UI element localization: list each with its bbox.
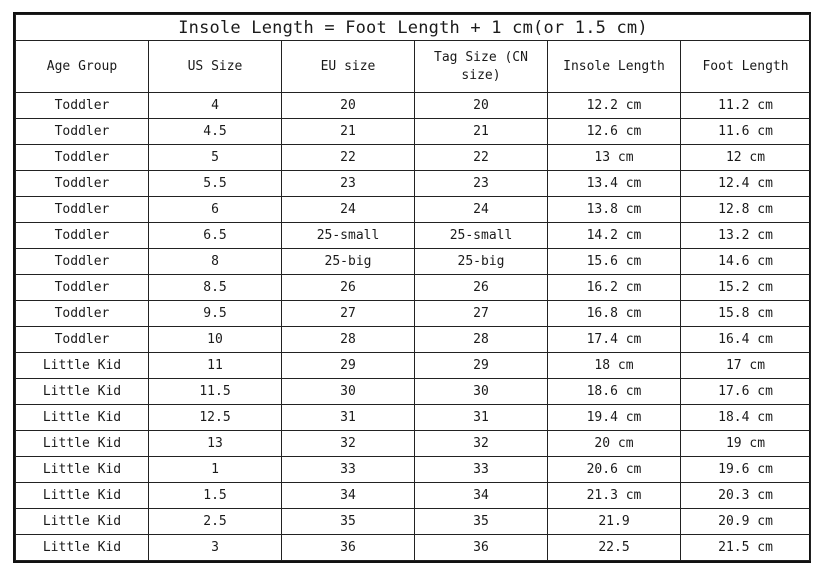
- foot-length-cell: 15.8 cm: [681, 301, 811, 327]
- eu-size-cell: 23: [282, 171, 415, 197]
- eu-size-cell: 32: [282, 431, 415, 457]
- tag-size-cell: 30: [415, 379, 548, 405]
- insole-length-cell: 16.8 cm: [548, 301, 681, 327]
- tag-size-cell: 31: [415, 405, 548, 431]
- header-tag-size: Tag Size (CN size): [415, 41, 548, 93]
- tag-size-cell: 24: [415, 197, 548, 223]
- insole-length-cell: 18.6 cm: [548, 379, 681, 405]
- age-group-cell: Toddler: [16, 327, 149, 353]
- foot-length-cell: 15.2 cm: [681, 275, 811, 301]
- foot-length-cell: 14.6 cm: [681, 249, 811, 275]
- foot-length-cell: 20.9 cm: [681, 509, 811, 535]
- eu-size-cell: 27: [282, 301, 415, 327]
- insole-length-cell: 13 cm: [548, 145, 681, 171]
- eu-size-cell: 29: [282, 353, 415, 379]
- us-size-cell: 10: [149, 327, 282, 353]
- age-group-cell: Little Kid: [16, 509, 149, 535]
- table-row: [16, 327, 811, 353]
- insole-length-cell: 13.8 cm: [548, 197, 681, 223]
- table-row: [16, 249, 811, 275]
- age-group-cell: Little Kid: [16, 379, 149, 405]
- insole-length-cell: 19.4 cm: [548, 405, 681, 431]
- table-row: [16, 197, 811, 223]
- age-group-cell: Toddler: [16, 93, 149, 119]
- us-size-cell: 6: [149, 197, 282, 223]
- age-group-cell: Toddler: [16, 223, 149, 249]
- table-row: [16, 353, 811, 379]
- us-size-cell: 9.5: [149, 301, 282, 327]
- foot-length-cell: 20.3 cm: [681, 483, 811, 509]
- insole-length-cell: 20 cm: [548, 431, 681, 457]
- age-group-cell: Little Kid: [16, 431, 149, 457]
- us-size-cell: 8.5: [149, 275, 282, 301]
- insole-length-cell: 17.4 cm: [548, 327, 681, 353]
- us-size-cell: 1: [149, 457, 282, 483]
- table-row: [16, 483, 811, 509]
- eu-size-cell: 25-small: [282, 223, 415, 249]
- us-size-cell: 11.5: [149, 379, 282, 405]
- tag-size-cell: 29: [415, 353, 548, 379]
- foot-length-cell: 19.6 cm: [681, 457, 811, 483]
- age-group-cell: Toddler: [16, 119, 149, 145]
- eu-size-cell: 26: [282, 275, 415, 301]
- eu-size-cell: 20: [282, 93, 415, 119]
- us-size-cell: 3: [149, 535, 282, 561]
- header-insole-length: Insole Length: [548, 41, 681, 93]
- us-size-cell: 5: [149, 145, 282, 171]
- table-row: [16, 145, 811, 171]
- age-group-cell: Toddler: [16, 275, 149, 301]
- insole-length-cell: 20.6 cm: [548, 457, 681, 483]
- insole-length-cell: 15.6 cm: [548, 249, 681, 275]
- table-row: [16, 431, 811, 457]
- eu-size-cell: 22: [282, 145, 415, 171]
- us-size-cell: 1.5: [149, 483, 282, 509]
- age-group-cell: Toddler: [16, 249, 149, 275]
- foot-length-cell: 13.2 cm: [681, 223, 811, 249]
- insole-length-cell: 18 cm: [548, 353, 681, 379]
- insole-length-cell: 13.4 cm: [548, 171, 681, 197]
- us-size-cell: 8: [149, 249, 282, 275]
- insole-length-cell: 16.2 cm: [548, 275, 681, 301]
- insole-length-cell: 12.6 cm: [548, 119, 681, 145]
- foot-length-cell: 17 cm: [681, 353, 811, 379]
- age-group-cell: Little Kid: [16, 353, 149, 379]
- foot-length-cell: 12 cm: [681, 145, 811, 171]
- age-group-cell: Little Kid: [16, 405, 149, 431]
- header-eu-size: EU size: [282, 41, 415, 93]
- eu-size-cell: 36: [282, 535, 415, 561]
- foot-length-cell: 18.4 cm: [681, 405, 811, 431]
- insole-length-cell: 12.2 cm: [548, 93, 681, 119]
- tag-size-cell: 25-small: [415, 223, 548, 249]
- tag-size-cell: 21: [415, 119, 548, 145]
- tag-size-cell: 34: [415, 483, 548, 509]
- us-size-cell: 6.5: [149, 223, 282, 249]
- insole-length-cell: 22.5: [548, 535, 681, 561]
- us-size-cell: 12.5: [149, 405, 282, 431]
- foot-length-cell: 16.4 cm: [681, 327, 811, 353]
- table-title: Insole Length = Foot Length + 1 cm(or 1.5 cm): [16, 15, 811, 41]
- table-row: [16, 171, 811, 197]
- age-group-cell: Little Kid: [16, 483, 149, 509]
- eu-size-cell: 34: [282, 483, 415, 509]
- age-group-cell: Toddler: [16, 145, 149, 171]
- size-chart: [13, 12, 811, 563]
- insole-length-cell: 14.2 cm: [548, 223, 681, 249]
- table-row: [16, 379, 811, 405]
- us-size-cell: 4.5: [149, 119, 282, 145]
- tag-size-cell: 25-big: [415, 249, 548, 275]
- header-row: [16, 41, 811, 93]
- table-row: [16, 301, 811, 327]
- table-row: [16, 457, 811, 483]
- eu-size-cell: 25-big: [282, 249, 415, 275]
- foot-length-cell: 12.8 cm: [681, 197, 811, 223]
- tag-size-cell: 27: [415, 301, 548, 327]
- foot-length-cell: 11.2 cm: [681, 93, 811, 119]
- age-group-cell: Toddler: [16, 301, 149, 327]
- eu-size-cell: 30: [282, 379, 415, 405]
- tag-size-cell: 23: [415, 171, 548, 197]
- tag-size-cell: 22: [415, 145, 548, 171]
- foot-length-cell: 21.5 cm: [681, 535, 811, 561]
- size-table: [15, 14, 811, 561]
- tag-size-cell: 32: [415, 431, 548, 457]
- header-us-size: US Size: [149, 41, 282, 93]
- table-row: [16, 405, 811, 431]
- header-foot-length: Foot Length: [681, 41, 811, 93]
- age-group-cell: Toddler: [16, 197, 149, 223]
- age-group-cell: Little Kid: [16, 535, 149, 561]
- insole-length-cell: 21.9: [548, 509, 681, 535]
- table-row: [16, 535, 811, 561]
- us-size-cell: 5.5: [149, 171, 282, 197]
- table-row: [16, 275, 811, 301]
- foot-length-cell: 11.6 cm: [681, 119, 811, 145]
- eu-size-cell: 28: [282, 327, 415, 353]
- tag-size-cell: 33: [415, 457, 548, 483]
- tag-size-cell: 26: [415, 275, 548, 301]
- tag-size-cell: 28: [415, 327, 548, 353]
- age-group-cell: Little Kid: [16, 457, 149, 483]
- title-row: [16, 15, 811, 41]
- header-age-group: Age Group: [16, 41, 149, 93]
- foot-length-cell: 17.6 cm: [681, 379, 811, 405]
- eu-size-cell: 21: [282, 119, 415, 145]
- us-size-cell: 11: [149, 353, 282, 379]
- tag-size-cell: 35: [415, 509, 548, 535]
- eu-size-cell: 24: [282, 197, 415, 223]
- table-row: [16, 93, 811, 119]
- eu-size-cell: 33: [282, 457, 415, 483]
- tag-size-cell: 20: [415, 93, 548, 119]
- foot-length-cell: 12.4 cm: [681, 171, 811, 197]
- age-group-cell: Toddler: [16, 171, 149, 197]
- foot-length-cell: 19 cm: [681, 431, 811, 457]
- us-size-cell: 2.5: [149, 509, 282, 535]
- table-row: [16, 509, 811, 535]
- us-size-cell: 13: [149, 431, 282, 457]
- tag-size-cell: 36: [415, 535, 548, 561]
- table-body: [16, 93, 811, 561]
- us-size-cell: 4: [149, 93, 282, 119]
- insole-length-cell: 21.3 cm: [548, 483, 681, 509]
- eu-size-cell: 31: [282, 405, 415, 431]
- table-row: [16, 223, 811, 249]
- table-row: [16, 119, 811, 145]
- eu-size-cell: 35: [282, 509, 415, 535]
